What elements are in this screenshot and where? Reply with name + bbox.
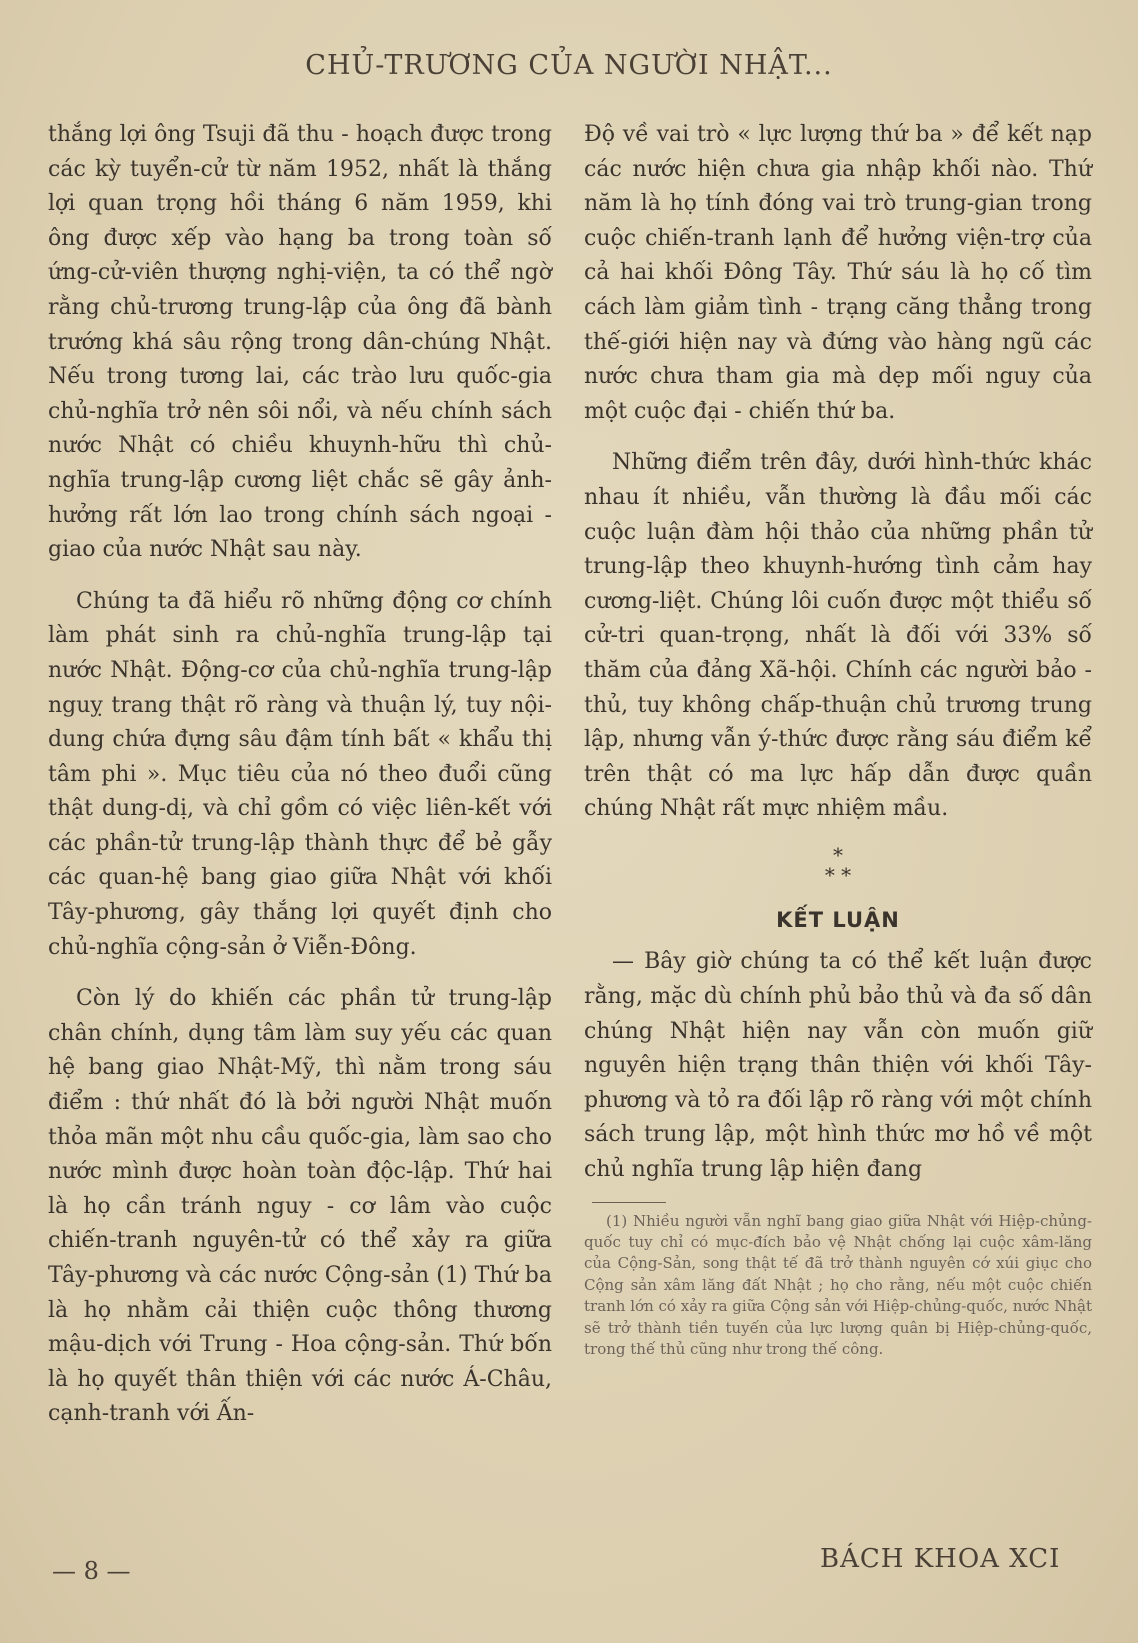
publication-folio: BÁCH KHOA XCI bbox=[820, 1544, 1061, 1574]
paragraph-left-1: thắng lợi ông Tsuji đã thu - hoạch được trong các kỳ tuyển-cử từ năm 1952, nhất là thắng lợi quan trọng hồi tháng 6 năm 1959, khi ông được xếp vào hạng ba trong toàn số ứng-cử-viên thượng nghị-viện, ta có thể ngờ rằng chủ-trương trung-lập của ông đã bành trướng khá sâu rộng trong dân-chúng Nhật. Nếu trong tương lai, các trào lưu quốc-gia chủ-nghĩa trở nên sôi nổi, và nếu chính sách nước Nhật có chiều khuynh-hữu thì chủ-nghĩa trung-lập cương liệt chắc sẽ gây ảnh-hưởng rất lớn lao trong chính sách ngoại - giao của nước Nhật sau này. bbox=[48, 122, 552, 563]
ornament-stars-bottom: * * bbox=[824, 862, 852, 887]
footnote: (1) Nhiều người vẫn nghĩ bang giao giữa Nhật với Hiệp-chủng-quốc tuy chỉ có mục-đích bảo vệ Nhật chống lại cuộc xâm-lăng của Cộng-Sản, song thật tế đã trở thành nguyên cớ xúi giục cho Cộng sản xâm lăng đất Nhật ; họ cho rằng, nếu một cuộc chiến tranh lớn có xảy ra giữa Cộng sản với Hiệp-chủng-quốc, nước Nhật sẽ trở thành tiền tuyến của lực lượng quân bị Hiệp-chủng-quốc, trong thế thủ cũng như trong thế công. bbox=[584, 1211, 1092, 1359]
section-title: KẾT LUẬN bbox=[776, 907, 900, 932]
paragraph-left-2: Chúng ta đã hiểu rõ những động cơ chính làm phát sinh ra chủ-nghĩa trung-lập tại nước Nhật. Động-cơ của chủ-nghĩa trung-lập nguỵ trang thật rõ ràng và thuận lý, tuy nội-dung chứa đựng sâu đậm tính bất « khẩu thị tâm phi ». Mục tiêu của nó theo đuổi cũng thật dung-dị, và chỉ gồm có việc liên-kết với các phần-tử trung-lập thành thực để bẻ gẫy các quan-hệ bang giao giữa Nhật với khối Tây-phương, gây thắng lợi quyết định cho chủ-nghĩa cộng-sản ở Viễn-Đông. bbox=[48, 588, 552, 960]
right-column bbox=[584, 118, 1092, 1360]
left-column bbox=[48, 118, 552, 1432]
paragraph-right-1: Độ về vai trò « lực lượng thứ ba » để kết nạp các nước hiện chưa gia nhập khối nào. Thứ năm là họ tính đóng vai trò trung-gian trong cuộc chiến-tranh lạnh để hưởng viện-trợ của cả hai khối Đông Tây. Thứ sáu là họ cố tìm cách làm giảm tình - trạng căng thẳng trong thế-giới hiện nay và đứng vào hàng ngũ các nước chưa tham gia mà dẹp mối nguy của một cuộc đại - chiến thứ ba. bbox=[584, 122, 1092, 424]
ornament-star-top: * bbox=[833, 842, 843, 867]
paragraph-right-2: Những điểm trên đây, dưới hình-thức khác nhau ít nhiều, vẫn thường là đầu mối các cuộc luận đàm hội thảo của những phần tử trung-lập theo khuynh-hướng tình cảm hay cương-liệt. Chúng lôi cuốn được một thiểu số cử-tri quan-trọng, nhất là đối với 33% số thăm của đảng Xã-hội. Chính các người bảo - thủ, tuy không chấp-thuận chủ trương trung lập, nhưng vẫn ý-thức được rằng sáu điểm kể trên thật có ma lực hấp dẫn được quần chúng Nhật rất mực nhiệm mầu. bbox=[584, 450, 1092, 822]
conclusion-paragraph: — Bây giờ chúng ta có thể kết luận được rằng, mặc dù chính phủ bảo thủ và đa số dân chúng Nhật hiện nay vẫn còn muốn giữ nguyên hiện trạng thân thiện với khối Tây-phương và tỏ ra đối lập rõ ràng với một chính sách trung lập, một hình thức mơ hồ về một chủ nghĩa trung lập hiện đang bbox=[584, 949, 1092, 1183]
footnote-rule bbox=[592, 1202, 666, 1203]
section-ornament bbox=[584, 842, 1092, 887]
paragraph-left-3: Còn lý do khiến các phần tử trung-lập chân chính, dụng tâm làm suy yếu các quan hệ bang giao Nhật-Mỹ, thì nằm trong sáu điểm : thứ nhất đó là bởi người Nhật muốn thỏa mãn một nhu cầu quốc-gia, làm sao cho nước mình được hoàn toàn độc-lập. Thứ hai là họ cần tránh nguy - cơ lâm vào cuộc chiến-tranh nguyên-tử có thể xảy ra giữa Tây-phương và các nước Cộng-sản (1) Thứ ba là họ nhằm cải thiện cuộc thông thương mậu-dịch với Trung - Hoa cộng-sản. Thứ bốn là họ quyết thân thiện với các nước Á-Châu, cạnh-tranh với Ấn- bbox=[48, 986, 552, 1427]
page-number: — 8 — bbox=[52, 1557, 131, 1585]
running-head: CHỦ-TRƯƠNG CỦA NGƯỜI NHẬT... bbox=[305, 50, 833, 81]
